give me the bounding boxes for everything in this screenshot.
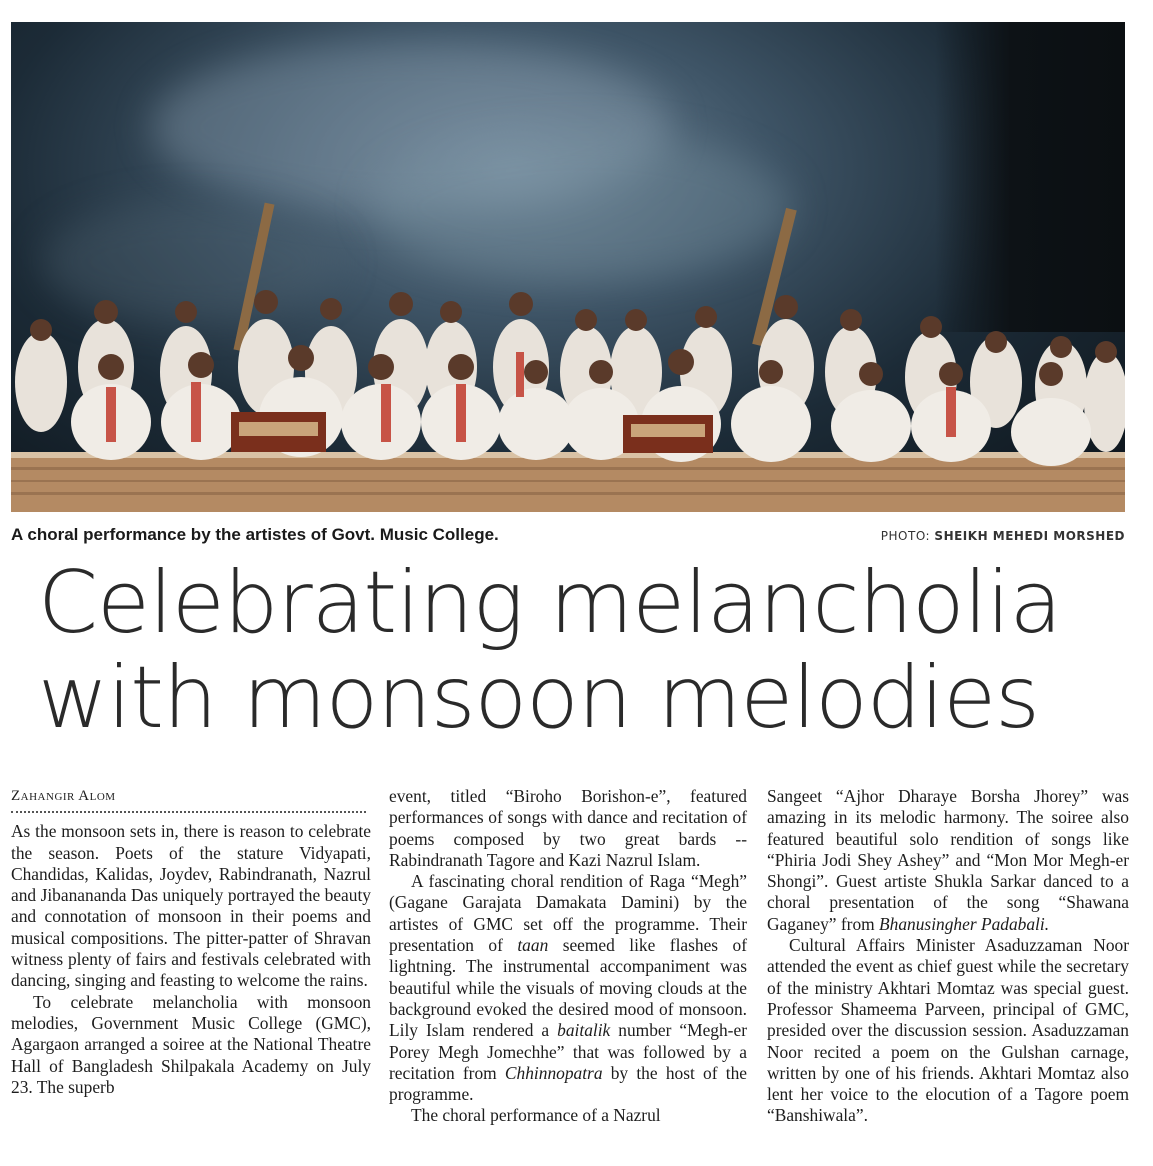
- paragraph: Cultural Affairs Minister Asaduzzaman Noor attended the event as chief guest while the secretary of the ministry Akhtari Momtaz was special guest. Professor Shameema Parveen, principal of GMC, presided over the discussion session. Asaduzzaman Noor recited a poem on the Gulshan carnage, written by one of his friends. Akhtari Momtaz also lent her voice to the elocution of a Tagore poem “Banshiwala”.: [767, 935, 1129, 1126]
- text-run: Sangeet “Ajhor Dharaye Borsha Jhorey” was amazing in its melodic harmony. The soiree also featured beautiful solo rendition of songs like “Phiria Jodi Shey Ashey” and “Mon Mor Megh-er Shongi”. Guest artiste Shukla Sarkar danced to a choral presentation of the song “Shawana Gaganey” from: [767, 786, 1129, 934]
- headline-line-2: with monsoon melodies: [38, 648, 1039, 748]
- stage-illustration: [11, 22, 1125, 512]
- text-run: A fascinating choral rendition of Raga “Megh” (Gagane Garajata Damakata Damini) by the artistes of GMC set off the programme. Their presentation of: [389, 871, 747, 956]
- byline: Zahangir Alom: [11, 786, 366, 813]
- italic-term: Bhanusingher Padabali.: [879, 913, 1050, 934]
- italic-term: baitalik: [557, 1020, 611, 1041]
- headline: [38, 553, 1138, 748]
- article-column-1: [11, 786, 371, 1098]
- paragraph: [389, 871, 747, 1105]
- text-run: by the host of the programme.: [389, 1062, 747, 1105]
- text-run: number “Megh-er Porey Megh Jomechhe” that was followed by a recitation from: [389, 1020, 747, 1083]
- headline-line-1: Celebrating melancholia: [38, 553, 1062, 653]
- paragraph: The choral performance of a Nazrul: [411, 1105, 661, 1126]
- italic-term: Chhinnopatra: [504, 1062, 603, 1083]
- article-column-2: [389, 786, 747, 1127]
- text-run: seemed like flashes of lightning. The instrumental accompaniment was beautiful while the visuals of moving clouds at the background evoked the desired mood of monsoon. Lily Islam rendered a: [389, 935, 747, 1041]
- choral-performance-photo: [11, 22, 1125, 512]
- paragraph: As the monsoon sets in, there is reason to celebrate the season. Poets of the stature Vidyapati, Chandidas, Kalidas, Joydev, Rabindranath, Nazrul and Jibanananda Das uniquely portrayed the beauty and connotation of monsoon in their poems and musical compositions. The pitter-patter of Shravan witness plenty of fairs and festivals celebrated with dancing, singing and feasting to welcome the rains.: [11, 821, 371, 991]
- paragraph: event, titled “Biroho Borishon-e”, featured performances of songs with dance and recitation of poems composed by two great bards -- Rabindranath Tagore and Kazi Nazrul Islam.: [389, 786, 747, 870]
- photo-credit-name: SHEIKH MEHEDI MORSHED: [934, 529, 1125, 543]
- paragraph: To celebrate melancholia with monsoon melodies, Government Music College (GMC), Agargaon arranged a soiree at the National Theatre Hall of Bangladesh Shilpakala Academy on July 23. The superb: [11, 991, 371, 1097]
- photo-caption: A choral performance by the artistes of Govt. Music College.: [11, 525, 499, 544]
- paragraph: [767, 786, 1129, 935]
- photo-credit-prefix: PHOTO:: [880, 529, 931, 543]
- italic-term: taan: [517, 935, 549, 956]
- article-column-3: [767, 786, 1129, 1127]
- photo-credit: [881, 529, 1125, 543]
